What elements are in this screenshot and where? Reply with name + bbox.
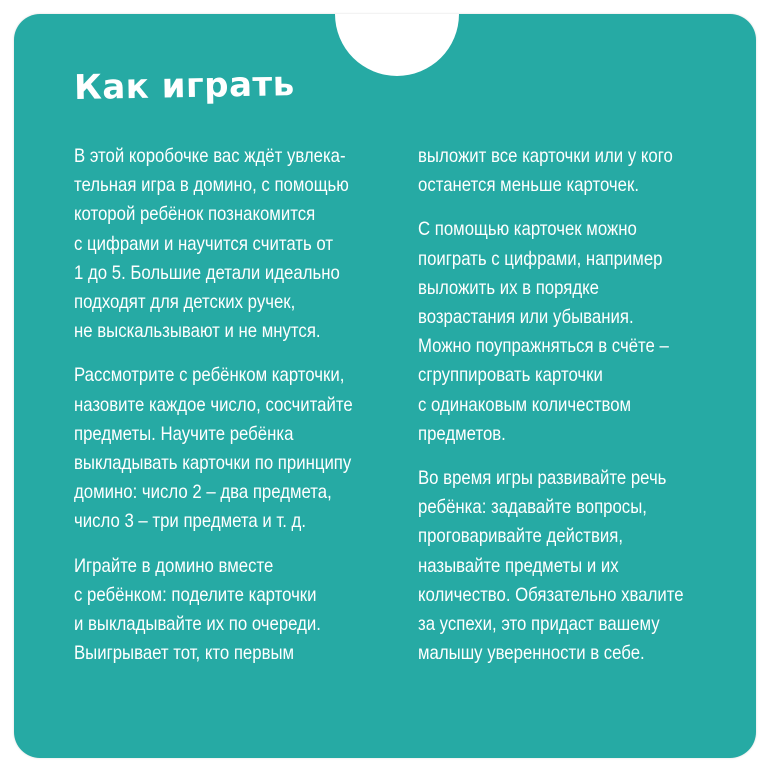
paragraph — [74, 552, 341, 669]
text-line: с ребёнком: поделите карточки — [74, 583, 317, 606]
text-line: число 3 – три предмета и т. д. — [74, 510, 306, 533]
text-line: предметов. — [418, 422, 506, 445]
text-line: выложить их в порядке — [418, 276, 599, 299]
text-line: Играйте в домино вместе — [74, 554, 274, 577]
text-line: поиграть с цифрами, например — [418, 247, 663, 270]
paragraph — [418, 464, 685, 668]
text-line: ребёнка: задавайте вопросы, — [418, 496, 647, 519]
paragraph — [418, 215, 685, 449]
paragraph — [74, 361, 353, 536]
text-line: с одинаковым количеством — [418, 393, 632, 416]
text-line: предметы. Научите ребёнка — [74, 422, 294, 445]
text-line: останется меньше карточек. — [418, 174, 639, 197]
text-line: выкладывать карточки по принципу — [74, 452, 352, 475]
left-column — [74, 142, 353, 683]
text-line: не выскальзывают и не мнутся. — [74, 320, 321, 343]
text-line: Во время игры развивайте речь — [418, 467, 667, 490]
text-line: тельная игра в домино, с помощью — [74, 174, 349, 197]
text-line: и выкладывайте их по очереди. — [74, 613, 321, 636]
page-title: Как играть — [73, 64, 296, 108]
text-line: С помощью карточек можно — [418, 218, 637, 241]
text-line: подходят для детских ручек, — [74, 291, 296, 314]
text-line: В этой коробочке вас ждёт увлека- — [74, 145, 346, 167]
text-line: Можно поупражняться в счёте – — [418, 335, 669, 358]
paragraph — [74, 142, 349, 346]
text-line: за успехи, это придаст вашему — [418, 613, 660, 636]
text-line: Рассмотрите с ребёнком карточки, — [74, 364, 345, 387]
text-line: с цифрами и научится считать от — [74, 232, 334, 255]
paragraph — [418, 142, 685, 200]
text-line: называйте предметы и их — [418, 554, 619, 577]
text-line: малышу уверенности в себе. — [418, 642, 645, 665]
text-line: домино: число 2 – два предмета, — [74, 481, 332, 504]
instruction-card — [14, 14, 756, 758]
text-line: назовите каждое число, сосчитайте — [74, 393, 353, 416]
right-column — [418, 142, 685, 683]
text-line: Выигрывает тот, кто первым — [74, 642, 295, 665]
card-notch — [335, 14, 459, 76]
text-line: возрастания или убывания. — [418, 306, 634, 329]
text-line: которой ребёнок познакомится — [74, 203, 316, 226]
text-line: выложит все карточки или у кого — [418, 145, 673, 167]
text-line: сгруппировать карточки — [418, 364, 603, 387]
text-line: проговаривайте действия, — [418, 525, 624, 548]
text-line: 1 до 5. Большие детали идеально — [74, 261, 340, 284]
text-line: количество. Обязательно хвалите — [418, 583, 684, 606]
